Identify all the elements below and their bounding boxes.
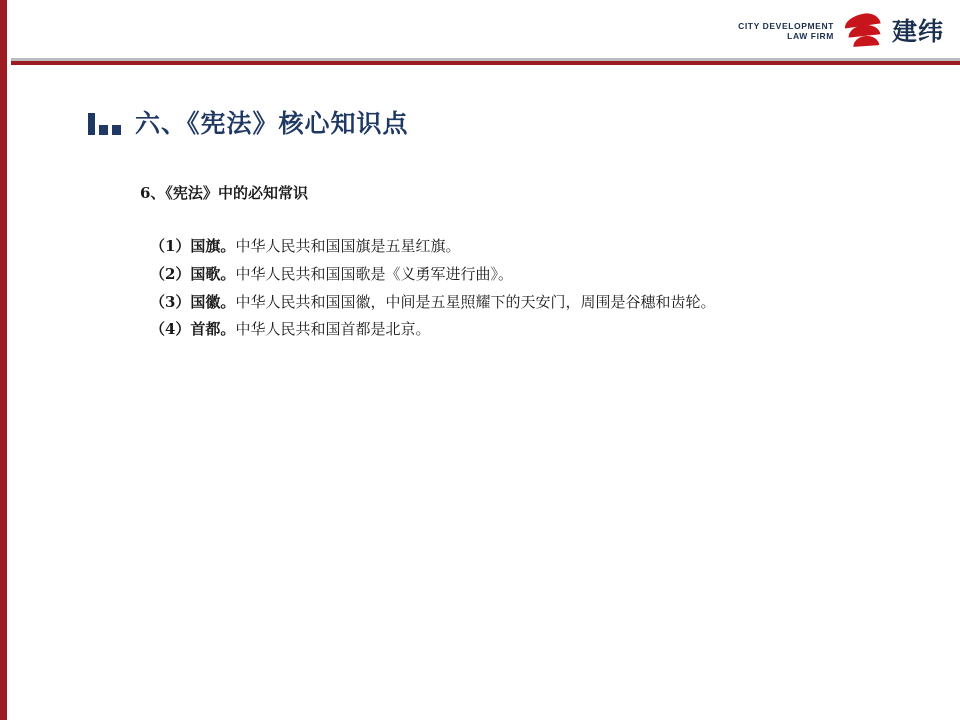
slide-header	[11, 0, 960, 62]
page-title: 六、《宪法》核心知识点	[135, 109, 409, 138]
swoosh-icon-stripe-3	[853, 35, 880, 47]
list-item	[150, 261, 840, 289]
header-divider-red	[11, 61, 960, 65]
brand-logo-chinese: 建纬	[891, 16, 944, 46]
swoosh-icon	[842, 12, 884, 50]
left-edge-accent-bar	[0, 0, 7, 720]
sub-heading: 6、《宪法》中的必知常识	[140, 184, 308, 202]
title-bullet-mark-3	[112, 125, 121, 135]
list-item-lead: （2）国歌。	[150, 264, 236, 283]
list-item	[150, 233, 840, 261]
list-item-lead: （3）国徽。	[150, 292, 236, 311]
list-item-text: 中华人民共和国国旗是五星红旗。	[235, 237, 461, 255]
list-item	[150, 289, 840, 317]
list-item-lead: （4）首都。	[150, 320, 236, 339]
list-item-text: 中华人民共和国国徽，中间是五星照耀下的天安门，周围是谷穗和齿轮。	[235, 292, 716, 311]
list-item	[150, 316, 840, 344]
list-item-lead: （1）国旗。	[150, 237, 236, 255]
title-bullet-mark-2	[99, 125, 108, 135]
slide-title-row	[88, 104, 409, 140]
brand-logo	[738, 10, 944, 52]
title-bullet-marks-icon	[88, 109, 121, 135]
common-knowledge-list	[140, 233, 840, 344]
brand-logo-english	[738, 21, 834, 42]
list-item-text: 中华人民共和国首都是北京。	[235, 320, 431, 339]
brand-logo-english-line2: LAW FIRM	[787, 31, 834, 41]
title-bullet-mark-1	[88, 113, 95, 135]
brand-logo-english-line1: CITY DEVELOPMENT	[738, 20, 834, 31]
slide-body	[140, 182, 840, 344]
list-item-text: 中华人民共和国国歌是《义勇军进行曲》。	[235, 264, 513, 283]
left-edge-spacer	[7, 0, 11, 720]
